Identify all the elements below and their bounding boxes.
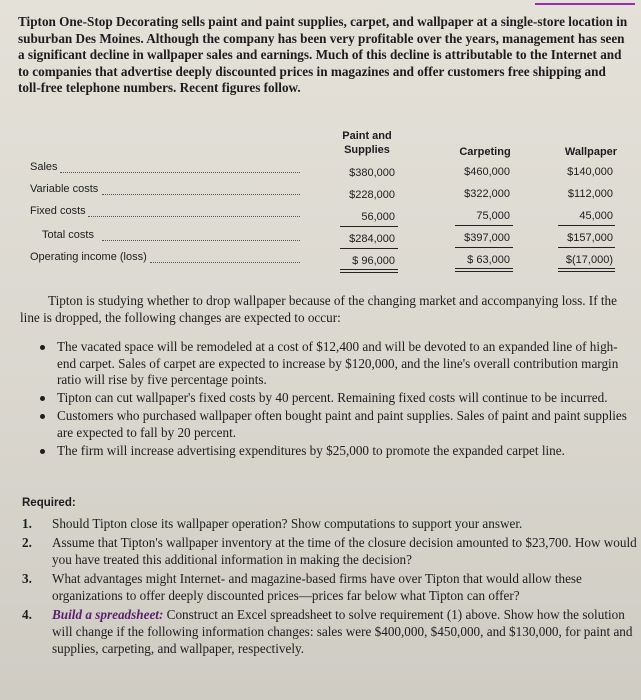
leader-dots	[102, 194, 300, 195]
list-item	[40, 339, 632, 389]
requirement-lead: Build a spreadsheet:	[52, 607, 164, 622]
cell-carpeting-fixed: 75,000	[476, 210, 510, 222]
requirement-text: What advantages might Internet- and magazine-based firms have over Tipton that would allow these organizations to offer deeply discounted prices—prices far below what Tipton can offer?	[52, 571, 582, 603]
requirement-number: 1.	[22, 516, 32, 531]
list-item	[40, 443, 632, 460]
header-paint	[330, 129, 404, 157]
required-heading: Required:	[22, 497, 76, 509]
list-item	[40, 408, 632, 441]
cell-wallpaper-sales: $140,000	[567, 166, 613, 178]
cell-paint-fixed: 56,000	[361, 211, 395, 223]
income-rule-paint	[340, 248, 398, 249]
header-carpeting: Carpeting	[459, 146, 511, 158]
subtotal-rule-carpeting	[455, 225, 513, 226]
requirement-text: Construct an Excel spreadsheet to solve requirement (1) above. Show how the solution will change if the following information changes: sales were $400,000, $450,000, and $130,000, for paint and supplies, carpeting, and wallpaper, respectively.	[52, 607, 633, 656]
row-label-operating-income: Operating income (loss)	[30, 251, 147, 263]
header-paint-line1: Paint and	[342, 130, 392, 142]
cell-carpeting-sales: $460,000	[464, 166, 510, 178]
requirement-item	[22, 515, 637, 532]
cell-carpeting-variable: $322,000	[464, 188, 510, 200]
leader-dots	[150, 262, 300, 263]
cell-paint-sales: $380,000	[349, 167, 395, 179]
subtotal-rule-wallpaper	[558, 225, 615, 226]
requirement-text: Should Tipton close its wallpaper operation? Show computations to support your answer.	[52, 516, 523, 531]
leader-dots	[88, 216, 300, 217]
cell-wallpaper-variable: $112,000	[567, 188, 613, 200]
cell-paint-income: $ 96,000	[352, 255, 395, 267]
requirement-number: 4.	[22, 607, 32, 622]
double-rule-carpeting	[455, 268, 513, 272]
requirement-text: Assume that Tipton's wallpaper inventory at the time of the closure decision amounted to $23,700. How would you have treated this additional information in making the decision?	[52, 535, 637, 567]
scenario-paragraph: Tipton is studying whether to drop wallpaper because of the changing market and accompanying loss. If the line is dropped, the following changes are expected to occur:	[20, 293, 618, 325]
bullet-icon	[40, 345, 45, 350]
expected-changes-list	[40, 339, 632, 461]
bullet-icon	[40, 449, 45, 454]
double-rule-wallpaper	[558, 268, 615, 272]
bullet-text: Tipton can cut wallpaper's fixed costs by 40 percent. Remaining fixed costs will continue to be incurred.	[57, 390, 608, 406]
cell-wallpaper-total: $157,000	[567, 232, 613, 244]
header-rule	[535, 3, 635, 5]
leader-dots	[60, 172, 300, 173]
bullet-text: The vacated space will be remodeled at a cost of $12,400 and will be devoted to an expanded line of high-end carpet. Sales of carpet are expected to increase by $120,000, and the line's overall contribution margin ratio will rise by five percentage points.	[57, 339, 619, 388]
cell-paint-total: $284,000	[349, 233, 395, 245]
double-rule-paint	[340, 269, 398, 273]
income-rule-carpeting	[455, 247, 513, 248]
requirement-number: 3.	[22, 571, 32, 586]
row-label-total-costs: Total costs	[42, 229, 94, 241]
row-label-variable-costs: Variable costs	[30, 183, 99, 195]
cell-carpeting-total: $397,000	[464, 232, 510, 244]
header-paint-line2: Supplies	[344, 144, 390, 156]
income-rule-wallpaper	[558, 247, 615, 248]
header-wallpaper: Wallpaper	[564, 146, 618, 158]
cell-wallpaper-fixed: 45,000	[579, 210, 613, 222]
cell-paint-variable: $228,000	[349, 189, 395, 201]
bullet-icon	[40, 414, 45, 419]
requirement-item	[22, 570, 637, 604]
list-item	[40, 390, 632, 407]
cell-carpeting-income: $ 63,000	[467, 254, 510, 266]
requirement-item	[22, 534, 637, 568]
requirement-number: 2.	[22, 535, 32, 550]
bullet-icon	[40, 396, 45, 401]
requirements-list	[22, 515, 637, 659]
cell-wallpaper-income: $(17,000)	[565, 254, 613, 266]
bullet-text: Customers who purchased wallpaper often bought paint and paint supplies. Sales of paint and paint supplies are expected to fall by 20 percent.	[57, 408, 627, 440]
subtotal-rule-paint	[340, 226, 398, 227]
requirement-item	[22, 606, 637, 657]
row-label-fixed-costs: Fixed costs	[30, 205, 86, 217]
row-label-sales: Sales	[30, 161, 58, 173]
leader-dots	[102, 240, 300, 241]
intro-paragraph: Tipton One-Stop Decorating sells paint and paint supplies, carpet, and wallpaper at a single-store location in suburban Des Moines. Although the company has been very profitable over the years, management has seen a significant decline in wallpaper sales and earnings. Much of this decline is attributable to the Internet and to companies that advertise deeply discounted prices in magazines and offer customers free shipping and toll-free telephone numbers. Recent figures follow.	[18, 14, 628, 96]
bullet-text: The firm will increase advertising expenditures by $25,000 to promote the expanded carpet line.	[57, 443, 565, 459]
